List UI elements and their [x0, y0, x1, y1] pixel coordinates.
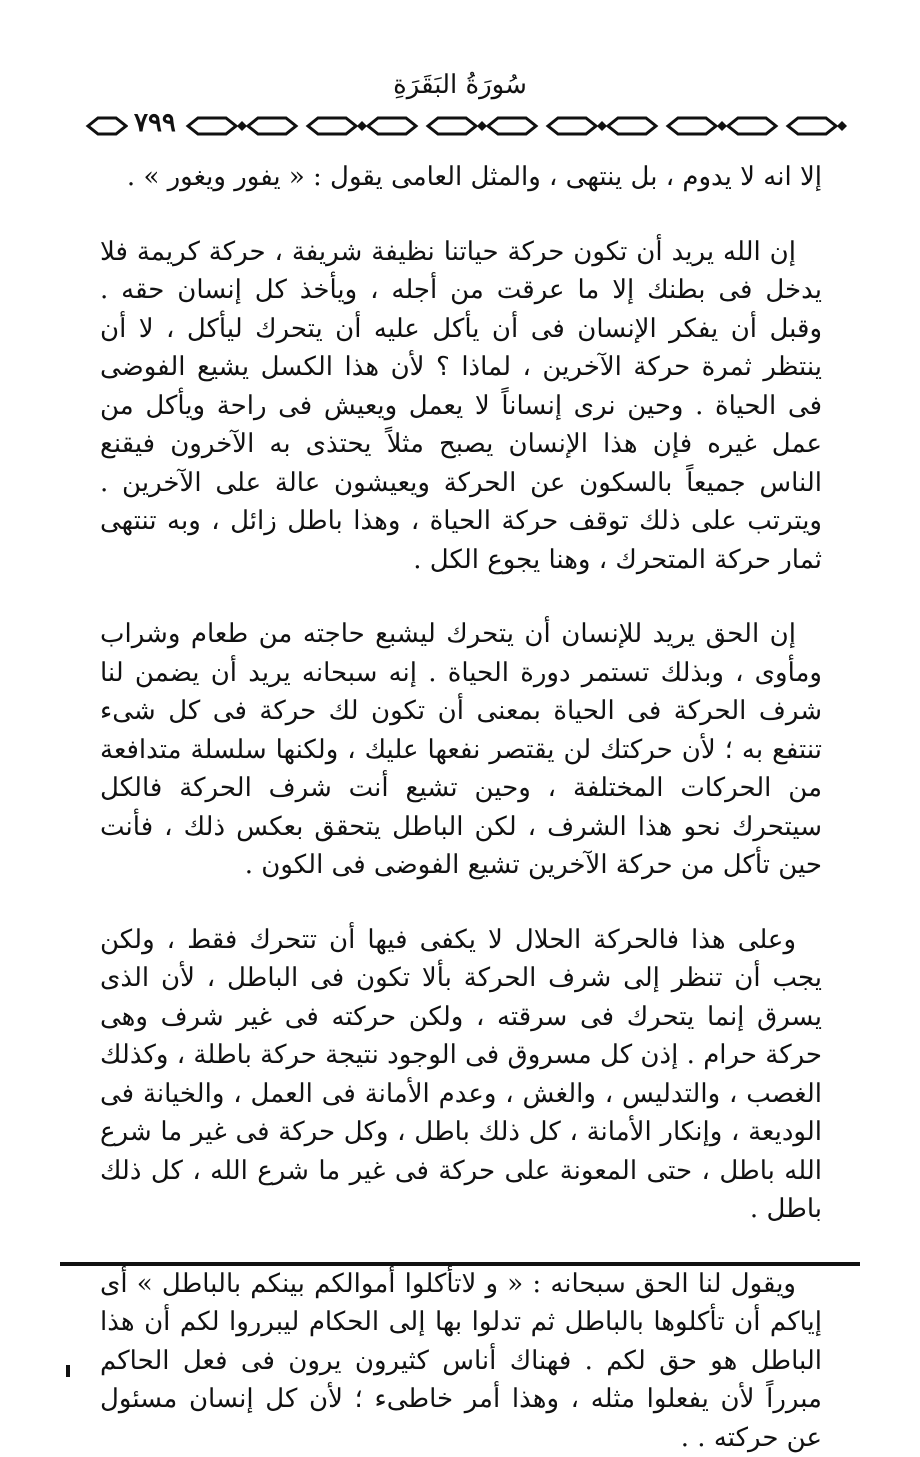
paragraph: إن الله يريد أن تكون حركة حياتنا نظيفة شريفة ، حركة كريمة فلا يدخل فى بطنك إلا ما عرقت من أجله ، ويأخذ كل إنسان حقه . وقبل أن يفكر الإنسان فى أن يأكل عليه أن يتحرك ليأكل ، لا أن ينتظر ثمرة حركة الآخرين ، لماذا ؟ لأن هذا الكسل يشيع الفوضى فى الحياة . وحين نرى إنساناً لا يعمل ويعيش فى راحة ويأكل من عمل غيره فإن هذا الإنسان يصبح مثلاً يحتذى به الآخرون فيقنع الناس جميعاً بالسكون عن الحركة ويعيشون عالة على الآخرين . ويترتب على ذلك توقف حركة الحياة ، وهذا باطل زائل ، وبه تنتهى ثمار حركة المتحرك ، وهنا يجوع الكل .	[100, 233, 822, 580]
chain-ornament-icon	[80, 112, 860, 140]
scan-mark	[66, 1365, 70, 1377]
paragraph: إن الحق يريد للإنسان أن يتحرك ليشبع حاجته من طعام وشراب ومأوى ، وبذلك تستمر دورة الحياة . إنه سبحانه يريد أن يضمن لنا شرف الحركة فى الحياة بمعنى أن تكون لك حركة فى كل شىء تنتفع به ؛ لأن حركتك لن يقتصر نفعها عليك ، ولكنها سلسلة متدافعة من الحركات المختلفة ، وحين تشيع أنت شرف الحركة فالكل سيتحرك نحو هذا الشرف ، لكن الباطل يتحقق بعكس ذلك ، فأنت حين تأكل من حركة الآخرين تشيع الفوضى فى الكون .	[100, 615, 822, 885]
surah-title: سُورَةُ البَقَرَةِ	[0, 70, 920, 100]
paragraph: إلا انه لا يدوم ، بل ينتهى ، والمثل العامى يقول : « يفور ويغور » .	[100, 158, 822, 197]
footer-divider	[60, 1262, 860, 1266]
paragraph: ويقول لنا الحق سبحانه : « و لاتأكلوا أموالكم بينكم بالباطل » أى إياكم أن تأكلوها بالباطل ثم تدلوا بها إلى الحكام ليبرروا لكم أن هذا الباطل هو حق لكم . فهناك أناس كثيرون يرون فى فعل الحاكم مبرراً لأن يفعلوا مثله ، وهذا أمر خاطىء ؛ لأن كل إنسان مسئول عن حركته . .	[100, 1265, 822, 1457]
page-number: ٧٩٩	[128, 108, 182, 138]
paragraph: وعلى هذا فالحركة الحلال لا يكفى فيها أن تتحرك فقط ، ولكن يجب أن تنظر إلى شرف الحركة بألا تكون فى الباطل ، لأن الذى يسرق إنما يتحرك فى سرقته ، ولكن حركته فى غير شرف وهى حركة حرام . إذن كل مسروق فى الوجود نتيجة حركة باطلة ، وكذلك الغصب ، والتدليس ، والغش ، وعدم الأمانة فى العمل ، والخيانة فى الوديعة ، وإنكار الأمانة ، كل ذلك باطل ، وكل حركة فى غير ما شرع الله باطل ، حتى المعونة على حركة فى غير ما شرع الله ، كل ذلك باطل .	[100, 921, 822, 1229]
header-ornament-border	[80, 112, 860, 140]
